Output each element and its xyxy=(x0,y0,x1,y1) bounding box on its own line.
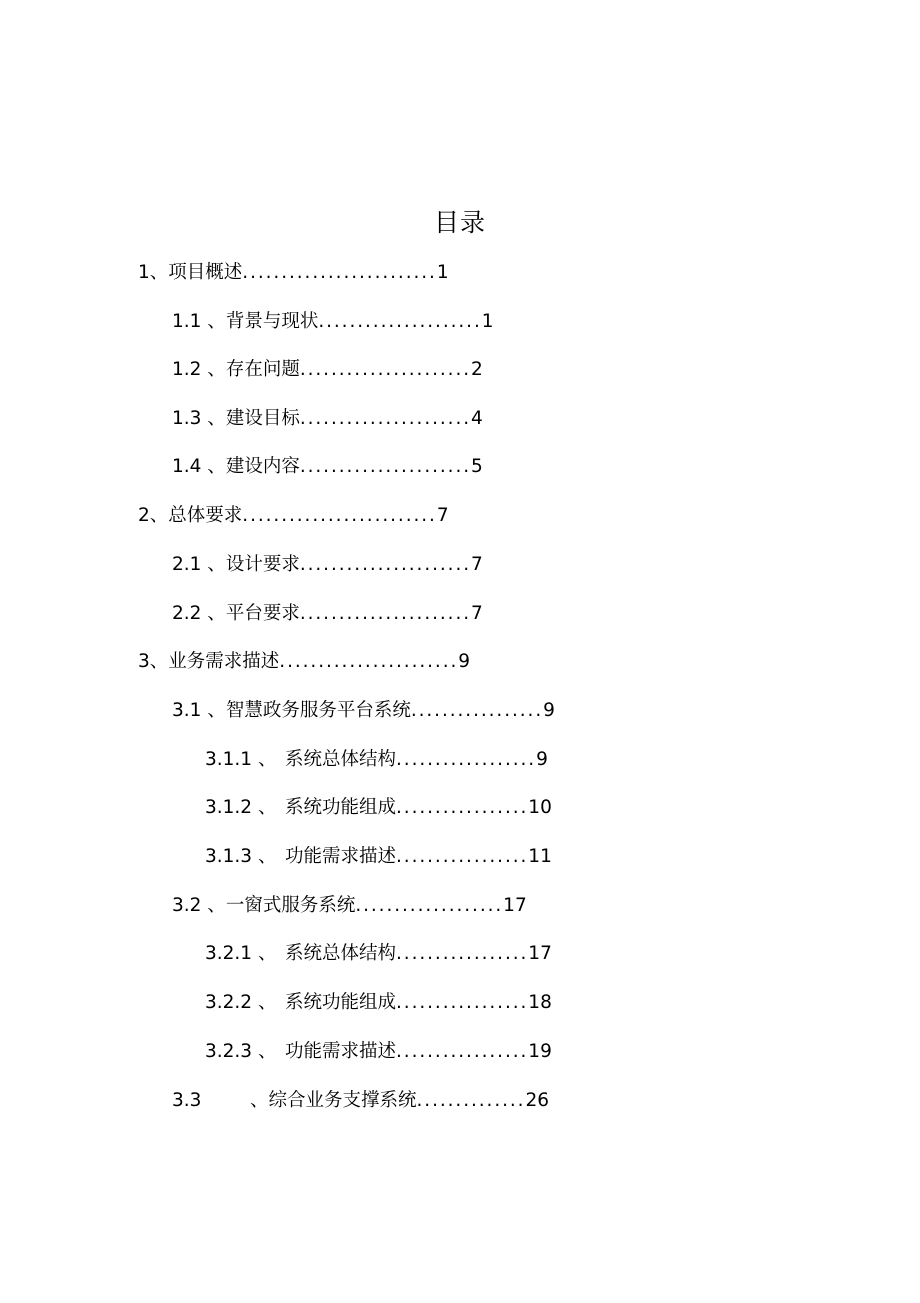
page-title: 目录 xyxy=(433,208,486,237)
toc-entry-number: 3.1.1 、 xyxy=(205,749,277,770)
toc-entry-3-1[interactable] xyxy=(172,696,555,726)
toc-entry-leader: ................. xyxy=(396,797,529,818)
toc-entry-page: 5 xyxy=(471,456,483,477)
toc-entry-page: 1 xyxy=(481,311,494,332)
toc-entry-1-1[interactable] xyxy=(172,307,494,337)
toc-entry-number: 3.2.2 、 xyxy=(205,992,277,1013)
toc-entry-title: 平台要求 xyxy=(225,603,300,624)
toc-entry-number: 3.2.1 、 xyxy=(205,943,277,964)
toc-entry-leader: ...................... xyxy=(299,456,472,477)
toc-entry-leader: ................... xyxy=(355,895,504,916)
toc-entry-title: 建设目标 xyxy=(225,408,300,429)
toc-entry-title: 设计要求 xyxy=(225,554,300,575)
toc-entry-leader: .............. xyxy=(416,1090,526,1111)
toc-entry-1-2[interactable] xyxy=(172,355,483,385)
toc-entry-title: 系统总体结构 xyxy=(285,943,397,964)
toc-entry-title: 功能需求描述 xyxy=(285,846,397,867)
toc-entry-3-2-2[interactable] xyxy=(205,988,552,1018)
toc-entry-leader: ...................... xyxy=(299,359,472,380)
toc-entry-3-2[interactable] xyxy=(172,891,527,921)
toc-entry-title: 系统总体结构 xyxy=(285,749,397,770)
toc-entry-number: 1、 xyxy=(138,262,169,283)
toc-entry-number: 3、 xyxy=(138,651,169,672)
toc-entry-3-1-3[interactable] xyxy=(205,842,552,872)
toc-entry-leader: ...................... xyxy=(299,408,472,429)
toc-entry-page: 9 xyxy=(458,651,471,672)
toc-entry-leader: ...................... xyxy=(299,603,472,624)
toc-entry-title: 总体要求 xyxy=(168,505,243,526)
toc-entry-3-3[interactable] xyxy=(172,1086,549,1116)
toc-entry-number: 2、 xyxy=(138,505,169,526)
toc-entry-title: 建设内容 xyxy=(225,456,300,477)
toc-entry-leader: ................. xyxy=(396,846,529,867)
toc-entry-leader: ................. xyxy=(410,700,544,721)
toc-entry-3-2-1[interactable] xyxy=(205,939,552,969)
toc-entry-leader: ..................... xyxy=(318,311,482,332)
toc-entry-leader: ....................... xyxy=(279,651,459,672)
toc-entry-page: 17 xyxy=(528,943,552,964)
toc-entry-page: 18 xyxy=(528,992,552,1013)
toc-entry-leader: .................. xyxy=(396,749,537,770)
toc-entry-number: 3.1.2 、 xyxy=(205,797,277,818)
toc-entry-title: 系统功能组成 xyxy=(285,992,397,1013)
toc-entry-leader: ................. xyxy=(396,1041,529,1062)
toc-entry-number: 1.4 、 xyxy=(172,456,226,477)
toc-entry-leader: ................. xyxy=(396,992,529,1013)
toc-entry-leader: ......................... xyxy=(242,262,437,283)
toc-entry-page: 4 xyxy=(471,408,483,429)
toc-entry-leader: ...................... xyxy=(299,554,472,575)
toc-entry-page: 7 xyxy=(471,603,483,624)
toc-entry-leader: ......................... xyxy=(242,505,437,526)
toc-entry-page: 7 xyxy=(471,554,483,575)
toc-entry-3-2-3[interactable] xyxy=(205,1037,552,1067)
toc-entry-title: 项目概述 xyxy=(168,262,243,283)
toc-entry-1[interactable] xyxy=(138,258,449,288)
toc-entry-page: 11 xyxy=(528,846,552,867)
toc-entry-2-1[interactable] xyxy=(172,550,483,580)
toc-entry-2-2[interactable] xyxy=(172,599,483,629)
toc-entry-number: 2.1 、 xyxy=(172,554,226,575)
toc-entry-leader: ................. xyxy=(396,943,529,964)
toc-entry-page: 7 xyxy=(436,505,449,526)
toc-entry-page: 9 xyxy=(536,749,548,770)
toc-entry-title: 一窗式服务系统 xyxy=(225,895,356,916)
toc-entry-1-4[interactable] xyxy=(172,452,483,482)
toc-entry-title: 背景与现状 xyxy=(225,311,319,332)
toc-entry-3-1-2[interactable] xyxy=(205,793,552,823)
toc-entry-number: 1.1 、 xyxy=(172,311,226,332)
toc-entry-title: 业务需求描述 xyxy=(168,651,280,672)
toc-entry-page: 9 xyxy=(543,700,555,721)
toc-entry-3[interactable] xyxy=(138,647,470,677)
toc-entry-3-1-1[interactable] xyxy=(205,745,548,775)
toc-entry-page: 26 xyxy=(525,1090,549,1111)
toc-entry-title: 功能需求描述 xyxy=(285,1041,397,1062)
toc-entry-page: 2 xyxy=(471,359,483,380)
toc-entry-2[interactable] xyxy=(138,501,449,531)
toc-entry-page: 1 xyxy=(436,262,449,283)
toc-entry-number: 2.2 、 xyxy=(172,603,226,624)
toc-entry-1-3[interactable] xyxy=(172,404,483,434)
toc-entry-number: 3.2 、 xyxy=(172,895,226,916)
toc-entry-number: 3.2.3 、 xyxy=(205,1041,277,1062)
toc-entry-number: 3.1 、 xyxy=(172,700,226,721)
toc-entry-page: 17 xyxy=(503,895,527,916)
toc-entry-title: 智慧政务服务平台系统 xyxy=(225,700,411,721)
toc-entry-title: 存在问题 xyxy=(225,359,300,380)
toc-entry-number: 1.2 、 xyxy=(172,359,226,380)
toc-entry-title: 系统功能组成 xyxy=(285,797,397,818)
toc-entry-number: 1.3 、 xyxy=(172,408,226,429)
toc-entry-number: 3.1.3 、 xyxy=(205,846,277,867)
toc-entry-number: 3.3 xyxy=(172,1090,202,1111)
toc-entry-title: 、综合业务支撑系统 xyxy=(250,1090,417,1111)
toc-entry-page: 19 xyxy=(528,1041,552,1062)
toc-entry-page: 10 xyxy=(528,797,552,818)
